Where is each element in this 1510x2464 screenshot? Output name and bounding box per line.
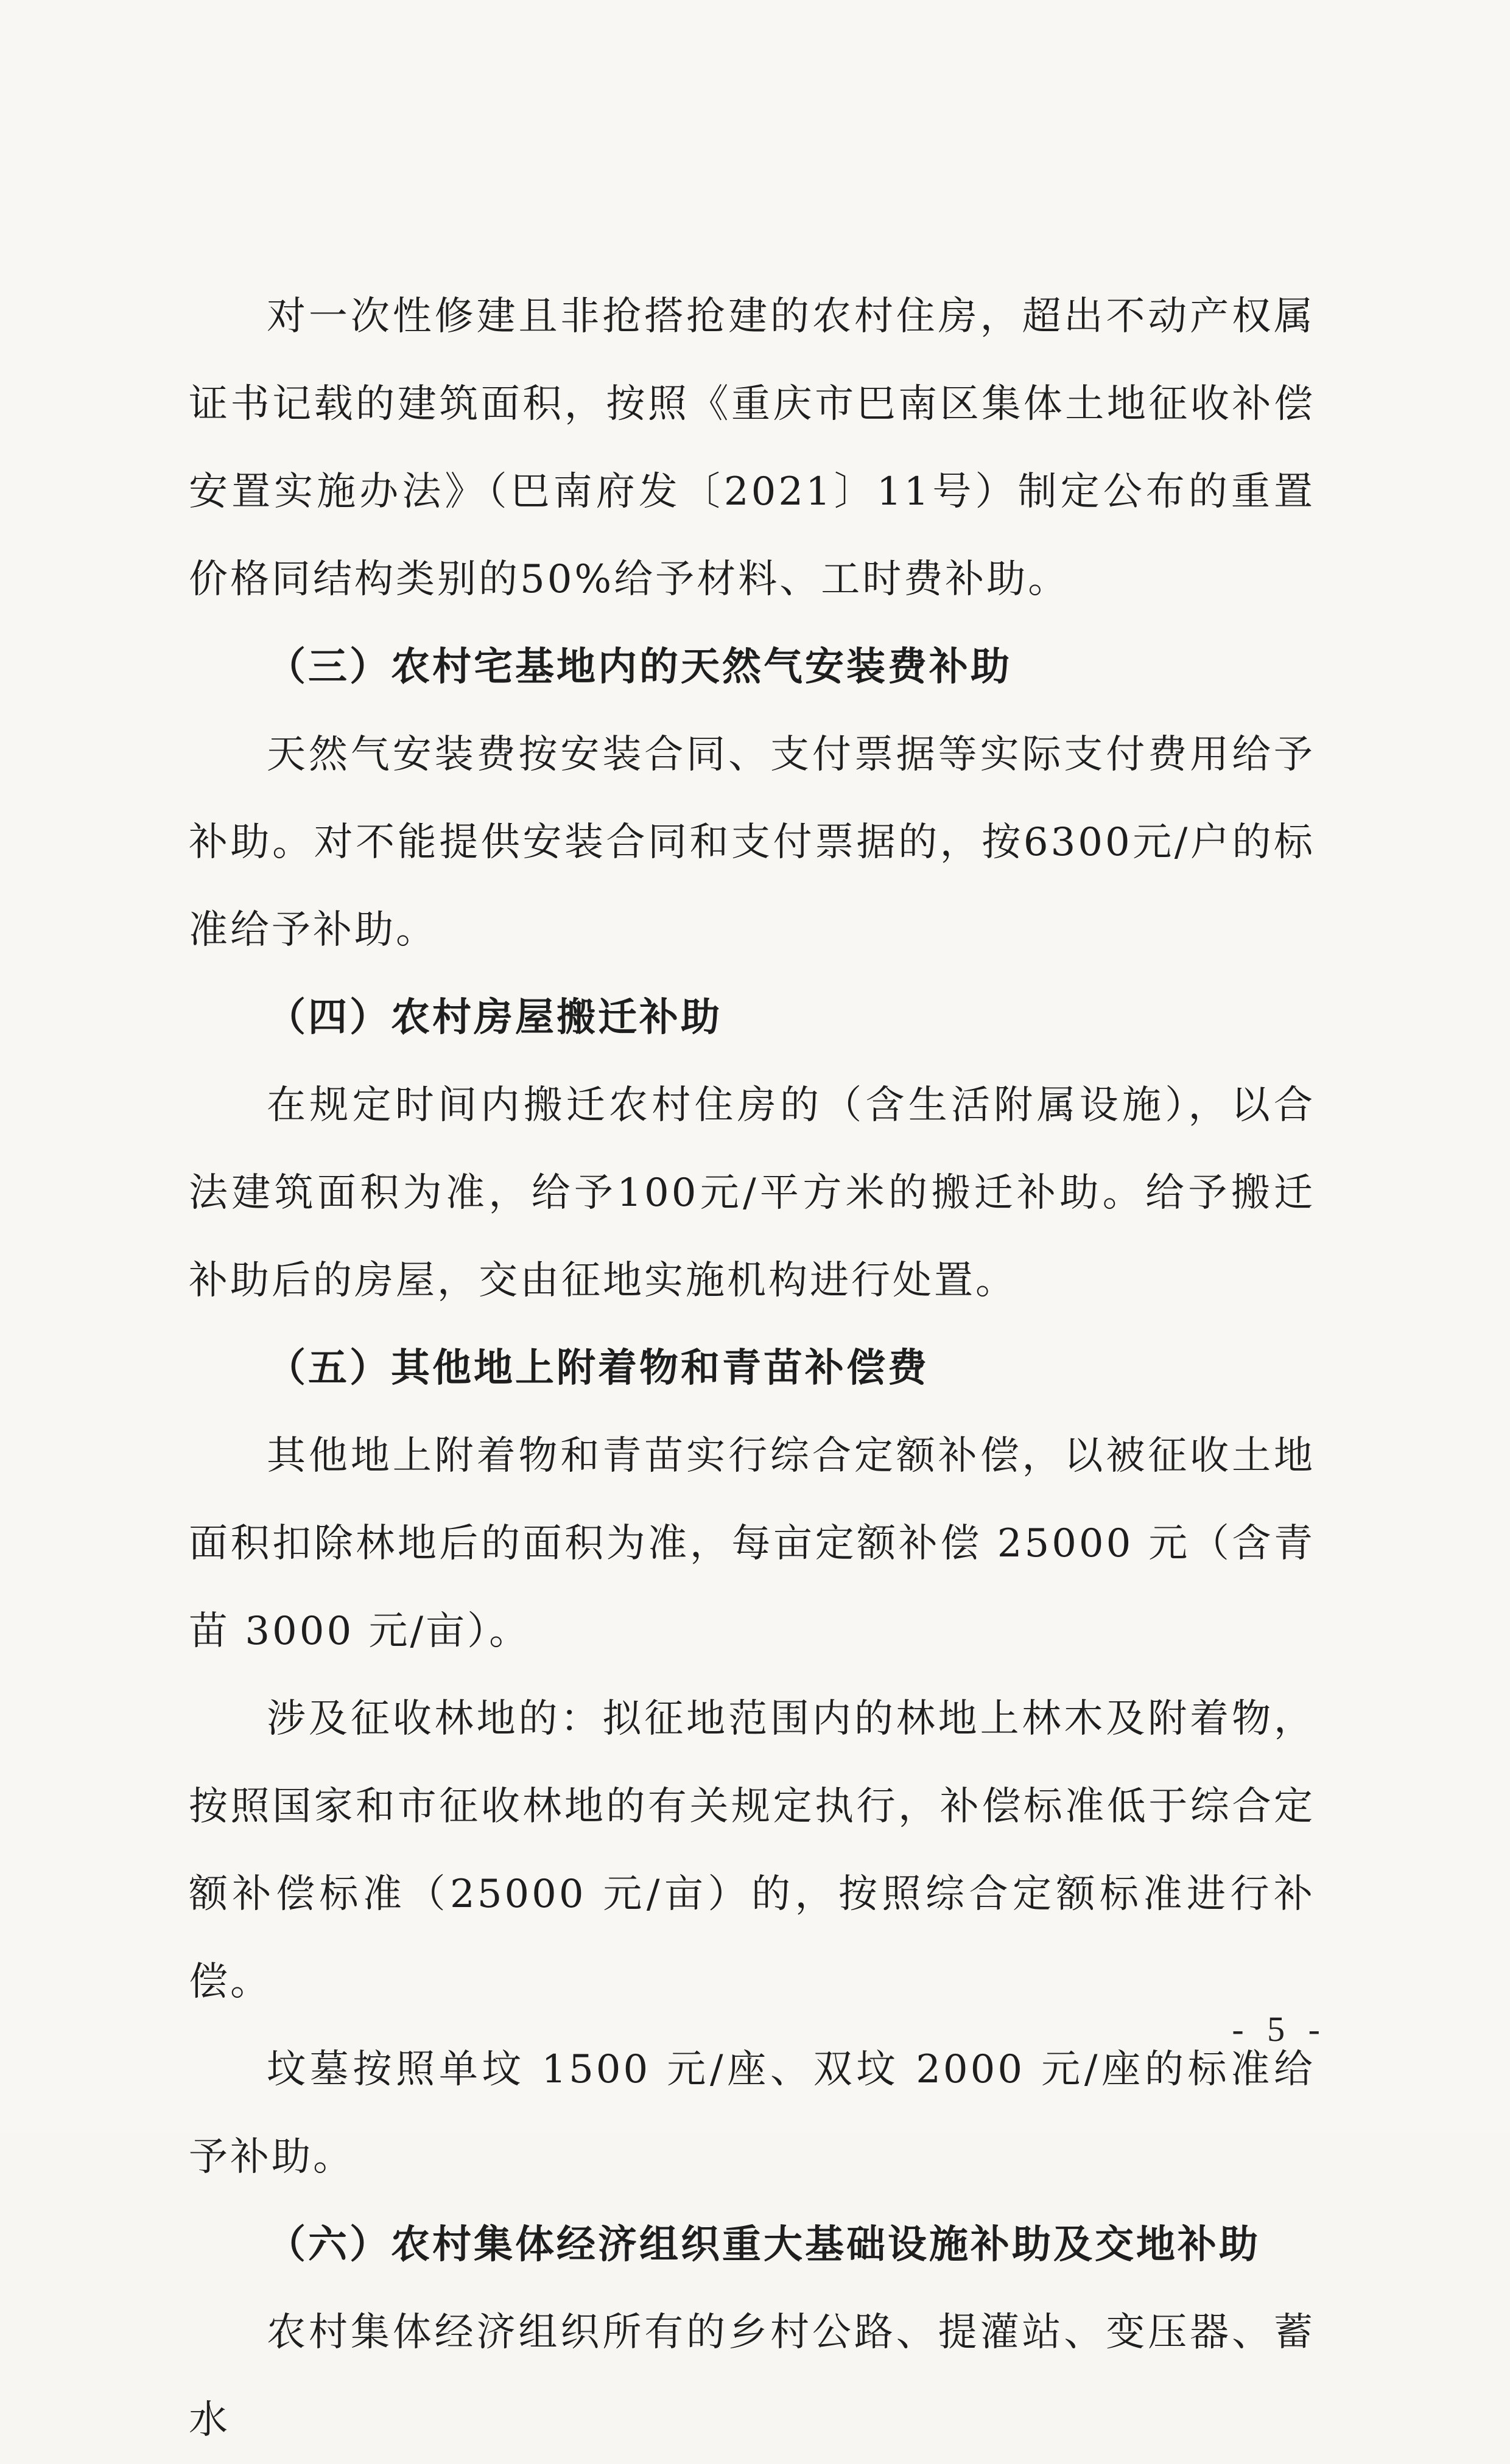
paragraph-housing-subsidy: 对一次性修建且非抢搭抢建的农村住房，超出不动产权属证书记载的建筑面积，按照《重庆市巴南区集体土地征收补偿安置实施办法》（巴南府发〔2021〕11号）制定公布的重置价格同结构类别的50%给予材料、工时费补助。 (189, 294, 1315, 602)
document-body (189, 273, 1315, 2464)
paragraph-attachments-compensation: 其他地上附着物和青苗实行综合定额补偿，以被征收土地面积扣除林地后的面积为准，每亩定额补偿 25000 元（含青苗 3000 元/亩）。 (189, 1433, 1315, 1654)
page-number: - 5 - (1232, 2009, 1327, 2049)
heading-infrastructure-subsidy: （六）农村集体经济组织重大基础设施补助及交地补助 (267, 2222, 1260, 2267)
paragraph-forest-land: 涉及征收林地的：拟征地范围内的林地上林木及附着物，按照国家和市征收林地的有关规定执行，补偿标准低于综合定额补偿标准（25000 元/亩）的，按照综合定额标准进行补偿。 (189, 1696, 1315, 2004)
paragraph-gas-installation: 天然气安装费按安装合同、支付票据等实际支付费用给予补助。对不能提供安装合同和支付票据的，按6300元/户的标准给予补助。 (189, 732, 1315, 953)
paragraph-infrastructure: 农村集体经济组织所有的乡村公路、提灌站、变压器、蓄水 (189, 2310, 1315, 2443)
paragraph-graves: 坟墓按照单坟 1500 元/座、双坟 2000 元/座的标准给予补助。 (189, 2047, 1315, 2180)
paragraph-relocation-subsidy: 在规定时间内搬迁农村住房的（含生活附属设施），以合法建筑面积为准，给予100元/平方米的搬迁补助。给予搬迁补助后的房屋，交由征地实施机构进行处置。 (189, 1083, 1315, 1303)
heading-gas-installation: （三）农村宅基地内的天然气安装费补助 (267, 645, 1012, 690)
heading-relocation-subsidy: （四）农村房屋搬迁补助 (267, 995, 722, 1040)
heading-attachments-compensation: （五）其他地上附着物和青苗补偿费 (267, 1346, 929, 1391)
